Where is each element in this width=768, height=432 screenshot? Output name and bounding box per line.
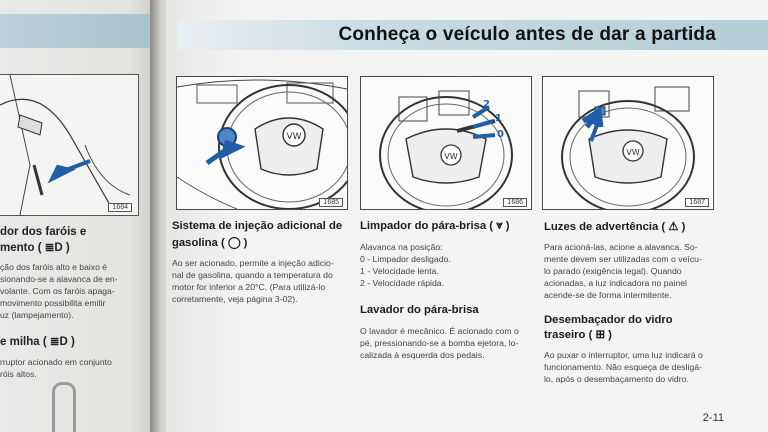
blue-arrow-icon	[52, 161, 90, 179]
left-paragraph-line: uz (lampejamento).	[0, 310, 74, 320]
wiper-lever-illustration	[361, 77, 531, 209]
left-heading-line-2: mento ( ≣D )	[0, 242, 70, 254]
injection-paragraph-line: motor for inferior a 20°C. (Para utilizá-lo	[172, 282, 326, 292]
figure-number: 1687	[685, 198, 709, 207]
defroster-heading-line-2: traseiro ( ⊞ )	[544, 329, 612, 341]
svg-text:VW: VW	[286, 132, 302, 142]
headlight-lever-illustration	[0, 75, 138, 215]
washer-heading: Lavador do pára-brisa	[360, 304, 479, 316]
wiper-callout-2: 2	[483, 99, 490, 110]
left-paragraph-line: movimento possibilita emitir	[0, 298, 106, 308]
injection-paragraph-line: corretamente, veja página 3-02).	[172, 294, 298, 304]
blue-arrow-icon	[473, 135, 495, 137]
hazard-switch-illustration	[543, 77, 713, 209]
figure-hazard-lights	[542, 76, 714, 210]
defroster-heading-line-1: Desembaçador do vidro	[544, 314, 673, 326]
page-number: 2-11	[702, 412, 724, 424]
hazard-paragraph-line: acende-se de forma intermitente.	[544, 290, 672, 300]
injection-heading-line-2: gasolina ( ◯ )	[172, 237, 248, 249]
left-paragraph-2-line: rruptor acionado em conjunto	[0, 357, 112, 367]
section-banner	[178, 20, 768, 50]
svg-text:VW: VW	[444, 152, 458, 161]
defroster-paragraph-line: funcionamento. Não esqueça de desligá-	[544, 362, 702, 372]
left-paragraph-2-line: róis altos.	[0, 369, 37, 379]
injection-paragraph-line: nal de gasolina, quando a temperatura do	[172, 270, 333, 280]
wiper-callout-0: 0	[497, 129, 504, 140]
figure-fuel-injection	[176, 76, 348, 210]
hazard-paragraph-line: acionadas, a luz indicadora no painel	[544, 278, 687, 288]
left-heading-2: e milha ( ≣D )	[0, 336, 75, 348]
left-paragraph-line: sionando-se a alavanca de en-	[0, 274, 118, 284]
left-page	[0, 0, 160, 432]
hazard-heading: Luzes de advertência ( ⚠ )	[544, 221, 686, 233]
defroster-paragraph-line: lo, após o desembaçamento do vidro.	[544, 374, 689, 384]
left-heading-line-1: dor dos faróis e	[0, 226, 87, 238]
washer-paragraph-line: O lavador é mecânico. É acionado com o	[360, 326, 519, 336]
wiper-paragraph-line: 2 - Velocidade rápida.	[360, 278, 445, 288]
wiper-heading: Limpador do pára-brisa ( ⩔ )	[360, 220, 510, 232]
figure-wiper-lever	[360, 76, 532, 210]
figure-number: 1685	[319, 198, 343, 207]
left-section-banner	[0, 14, 152, 48]
left-paragraph-line: ção dos faróis alto e baixo é	[0, 262, 108, 272]
hazard-paragraph-line: lo parado (exigência legal). Quando	[544, 266, 682, 276]
injection-heading-line-1: Sistema de injeção adicional de	[172, 220, 343, 232]
figure-number: 1686	[503, 198, 527, 207]
defroster-paragraph-line: Ao puxar o interruptor, uma luz indicará o	[544, 350, 703, 360]
wiper-paragraph-line: 1 - Velocidade lenta.	[360, 266, 439, 276]
washer-paragraph-line: pé, pressionando-se a bomba ejetora, lo-	[360, 338, 519, 348]
figure-number: 1684	[108, 203, 132, 212]
right-page	[166, 0, 768, 432]
wiper-paragraph-line: Alavanca na posição:	[360, 242, 443, 252]
wiper-paragraph-line: 0 - Limpador desligado.	[360, 254, 451, 264]
hazard-paragraph-line: mente devem ser utilizadas com o veícu-	[544, 254, 702, 264]
left-paragraph-line: volante. Com os faróis apaga-	[0, 286, 115, 296]
steering-wheel-illustration	[177, 77, 347, 209]
injection-paragraph-line: Ao ser acionado, permite a injeção adicio-	[172, 258, 334, 268]
svg-text:VW: VW	[626, 148, 640, 157]
paper-clip	[52, 382, 76, 432]
page-title: Conheça o veículo antes de dar a partida	[338, 24, 716, 45]
hazard-paragraph-line: Para acioná-las, acione a alavanca. So-	[544, 242, 698, 252]
washer-paragraph-line: calizada à esquerda dos pedais.	[360, 350, 485, 360]
wiper-callout-1: 1	[495, 113, 502, 124]
figure-headlight-lever	[0, 74, 139, 216]
